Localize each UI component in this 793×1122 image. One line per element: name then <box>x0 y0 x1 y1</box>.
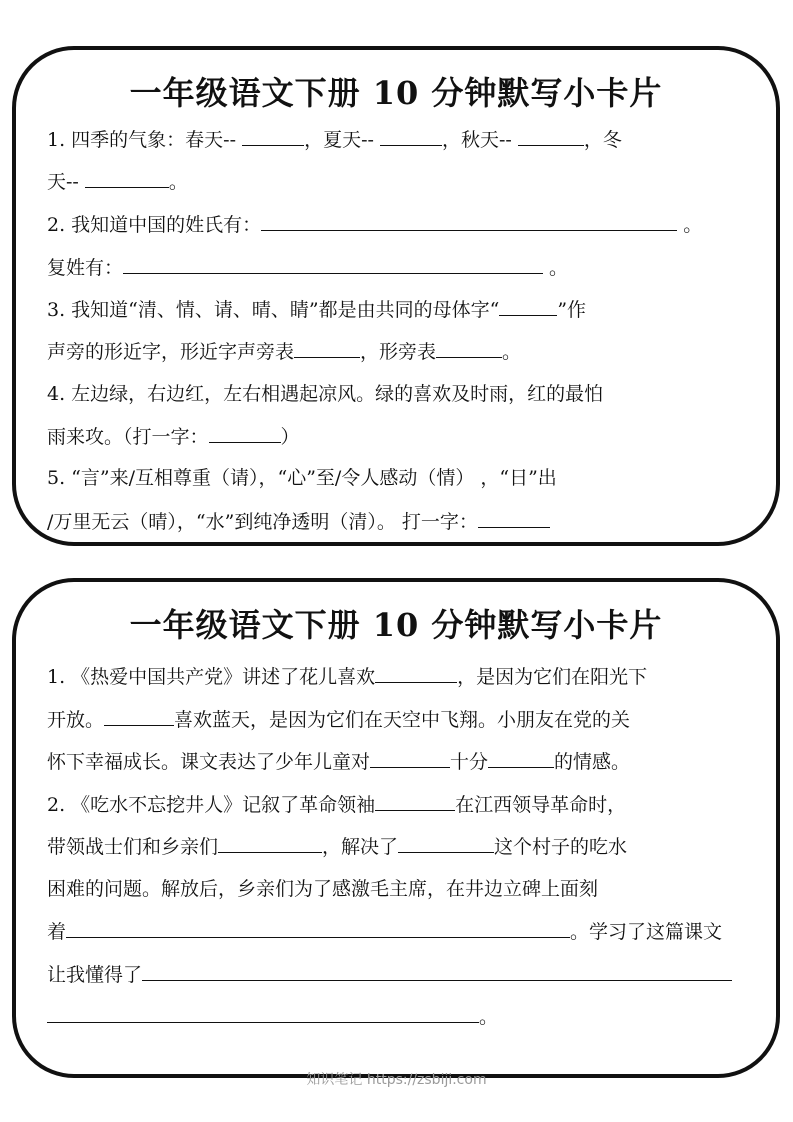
answer-blank[interactable] <box>261 211 677 231</box>
answer-blank[interactable] <box>47 1003 479 1023</box>
answer-blank[interactable] <box>436 338 502 358</box>
question-2-line-1: 2. 我知道中国的姓氏有： 。 <box>47 211 702 238</box>
question-4-line-2: 雨来攻。（打一字： ） <box>47 423 300 450</box>
answer-blank[interactable] <box>218 833 322 853</box>
site-watermark: 知识笔记 https://zsbiji.com <box>306 1072 487 1088</box>
answer-blank[interactable] <box>478 508 550 528</box>
question-5-line-2: /万里无云（晴），“水”到纯净透明（清）。 打一字： <box>47 508 550 535</box>
answer-blank[interactable] <box>488 748 554 768</box>
question-3-line-2: 声旁的形近字，形近字声旁表 ，形旁表 。 <box>47 338 521 365</box>
question-5-line-1: 5. “言”来/互相尊重（请），“心”至/令人感动（情） ，“日”出 <box>47 467 557 489</box>
card-title: 一年级语文下册 10 分钟默写小卡片 <box>129 606 663 644</box>
question-2-line-1: 2. 《吃水不忘挖井人》记叙了革命领袖 在江西领导革命时， <box>47 791 626 818</box>
dictation-card-1 <box>12 46 780 546</box>
question-2-line-3: 困难的问题。解放后，乡亲们为了感激毛主席，在井边立碑上面刻 <box>47 878 599 900</box>
question-2-line-2: 带领战士们和乡亲们 ，解决了 这个村子的吃水 <box>47 833 627 860</box>
answer-blank[interactable] <box>499 296 557 316</box>
answer-blank[interactable] <box>375 663 457 683</box>
question-3-line-1: 3. 我知道“清、情、请、晴、睛”都是由共同的母体字“ ”作 <box>47 296 586 323</box>
answer-blank[interactable] <box>209 423 281 443</box>
answer-blank[interactable] <box>242 126 304 146</box>
question-1-line-1: 1. 四季的气象：春天-- ，夏天-- ，秋天-- ，冬 <box>47 126 622 153</box>
answer-blank[interactable] <box>370 748 450 768</box>
question-2-line-2: 复姓有： 。 <box>47 254 568 281</box>
answer-blank[interactable] <box>104 706 174 726</box>
answer-blank[interactable] <box>66 918 570 938</box>
question-1-line-3: 怀下幸福成长。课文表达了少年儿童对 十分 的情感。 <box>47 748 630 775</box>
question-4-line-1: 4. 左边绿，右边红，左右相遇起凉风。绿的喜欢及时雨，红的最怕 <box>47 383 604 405</box>
question-2-line-4: 着 。学习了这篇课文 <box>47 918 722 945</box>
answer-blank[interactable] <box>398 833 494 853</box>
question-2-line-5: 让我懂得了 <box>47 961 732 988</box>
card-title: 一年级语文下册 10 分钟默写小卡片 <box>129 74 663 112</box>
answer-blank[interactable] <box>85 168 169 188</box>
answer-blank[interactable] <box>123 254 543 274</box>
question-1-line-1: 1. 《热爱中国共产党》讲述了花儿喜欢 ，是因为它们在阳光下 <box>47 663 647 690</box>
answer-blank[interactable] <box>142 961 732 981</box>
question-1-line-2: 开放。 喜欢蓝天，是因为它们在天空中飞翔。小朋友在党的关 <box>47 706 630 733</box>
question-2-line-6: 。 <box>47 1003 498 1030</box>
answer-blank[interactable] <box>380 126 442 146</box>
answer-blank[interactable] <box>294 338 360 358</box>
question-1-line-2: 天-- 。 <box>47 168 188 195</box>
answer-blank[interactable] <box>375 791 455 811</box>
answer-blank[interactable] <box>518 126 584 146</box>
dictation-card-2 <box>12 578 780 1078</box>
